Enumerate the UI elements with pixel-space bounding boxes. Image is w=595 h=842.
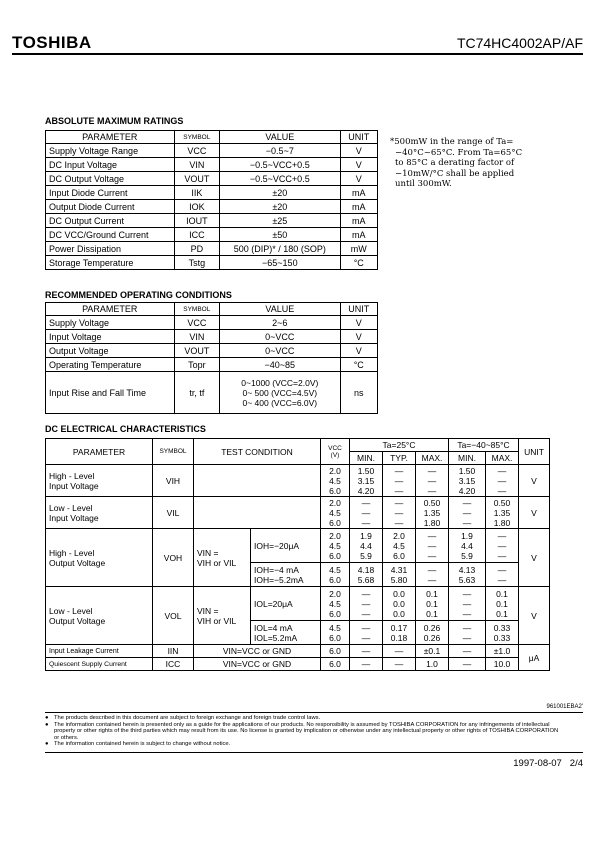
table-row	[46, 228, 378, 242]
sub-cond-cell: IOH=−4 mA IOH=−5.2mA	[251, 563, 321, 587]
param-line: Input Voltage	[49, 512, 99, 523]
part-number: TC74HC4002AP/AF	[456, 35, 583, 51]
value-cell: 0~VCC	[220, 344, 340, 358]
vcc-cell: 4.5 6.0	[321, 621, 350, 645]
dc-table	[45, 438, 550, 671]
param-cell: Storage Temperature	[46, 256, 175, 270]
value-cell: ±25	[220, 214, 340, 228]
abs-max-note	[390, 137, 522, 190]
rec-op-table	[45, 302, 378, 414]
rec-op-title: RECOMMENDED OPERATING CONDITIONS	[45, 290, 232, 300]
col-header: MAX.	[416, 452, 449, 465]
header-rule	[12, 53, 583, 55]
param-line: High - Level	[49, 547, 95, 558]
value-line: 0~1000 (VCC=2.0V)	[241, 377, 319, 388]
unit-cell: V	[519, 529, 550, 587]
symbol-cell: IOK	[174, 200, 220, 214]
col-header: MIN.	[350, 452, 383, 465]
unit-cell: V	[340, 158, 377, 172]
param-cell: Output Voltage	[46, 344, 175, 358]
vcc-cell: 2.0 4.5 6.0	[321, 497, 350, 529]
test-cond-cell: VIN=VCC or GND	[194, 645, 321, 658]
table-row	[46, 158, 378, 172]
unit-cell: V	[340, 144, 377, 158]
min-cell: 4.13 5.63	[449, 563, 486, 587]
abs-max-table	[45, 130, 378, 270]
unit-cell: V	[340, 316, 377, 330]
max-cell: — —	[486, 563, 519, 587]
value-cell: −65~150	[220, 256, 340, 270]
param-cell: Quiescent Supply Current	[46, 658, 153, 671]
param-cell: Supply Voltage	[46, 316, 175, 330]
param-cell: DC VCC/Ground Current	[46, 228, 175, 242]
test-cond-cell	[194, 497, 321, 529]
max-cell: 10.0	[486, 658, 519, 671]
symbol-cell: VOL	[153, 587, 194, 645]
footer-page: 2/4	[569, 758, 583, 769]
table-row	[46, 358, 378, 372]
max-cell: 0.1 0.1 0.1	[416, 587, 449, 621]
symbol-cell: Tstg	[174, 256, 220, 270]
symbol-cell: IIK	[174, 186, 220, 200]
symbol-cell: tr, tf	[174, 372, 220, 414]
param-cell: Input Rise and Fall Time	[46, 372, 175, 414]
test-cond-cell: VIN = VIH or VIL	[194, 529, 251, 587]
param-cell: Supply Voltage Range	[46, 144, 175, 158]
col-header: VALUE	[220, 303, 340, 316]
min-cell: —	[449, 645, 486, 658]
sub-cond-cell: IOH=−20μA	[251, 529, 321, 563]
min-cell: 4.18 5.68	[350, 563, 383, 587]
value-line: 0~ 400 (VCC=6.0V)	[242, 397, 318, 408]
col-header: MAX.	[486, 452, 519, 465]
min-cell: 1.50 3.15 4.20	[449, 465, 486, 497]
symbol-cell: ICC	[153, 658, 194, 671]
symbol-cell: VIN	[174, 330, 220, 344]
param-cell: DC Input Voltage	[46, 158, 175, 172]
sub-cond-cell: IOL=20μA	[251, 587, 321, 621]
unit-cell: V	[340, 330, 377, 344]
col-header: VCC (V)	[321, 439, 350, 465]
vcc-cell: 2.0 4.5 6.0	[321, 587, 350, 621]
value-cell: 500 (DIP)* / 180 (SOP)	[220, 242, 340, 256]
symbol-cell: ICC	[174, 228, 220, 242]
param-line: High - Level	[49, 470, 95, 481]
symbol-cell: VOUT	[174, 344, 220, 358]
disclaimer-text: The products described in this document are subject to foreign exchange and foreign trade control laws.	[54, 715, 321, 721]
unit-cell: °C	[340, 358, 377, 372]
vcc-cell: 2.0 4.5 6.0	[321, 465, 350, 497]
vcc-cell: 4.5 6.0	[321, 563, 350, 587]
value-cell: 0~VCC	[220, 330, 340, 344]
value-cell: ±50	[220, 228, 340, 242]
note-line: −40°C~65°C. From Ta=65°C	[395, 147, 523, 158]
table-row	[46, 330, 378, 344]
vcc-cell: 6.0	[321, 658, 350, 671]
vcc-cell: 2.0 4.5 6.0	[321, 529, 350, 563]
symbol-cell: PD	[174, 242, 220, 256]
max-cell: ±0.1	[416, 645, 449, 658]
max-cell: ±1.0	[486, 645, 519, 658]
table-row	[46, 256, 378, 270]
table-row	[46, 172, 378, 186]
bullet-icon: ●	[45, 715, 49, 721]
max-cell: — — —	[416, 465, 449, 497]
col-header: SYMBOL	[153, 439, 194, 465]
brand-logo: TOSHIBA	[12, 33, 92, 52]
param-cell	[46, 587, 153, 645]
max-cell: — — —	[486, 465, 519, 497]
unit-cell: V	[340, 172, 377, 186]
footer-date-page	[513, 758, 583, 769]
param-cell	[46, 529, 153, 587]
param-cell: Output Diode Current	[46, 200, 175, 214]
disclaimer-item	[45, 722, 560, 742]
col-header: TYP.	[383, 452, 416, 465]
col-header: UNIT	[340, 303, 377, 316]
note-line: until 300mW.	[395, 179, 452, 189]
min-cell: — — —	[350, 587, 383, 621]
note-line: −10mW/°C shall be applied	[395, 168, 515, 179]
col-header: PARAMETER	[46, 439, 153, 465]
table-row	[46, 186, 378, 200]
typ-cell: 0.17 0.18	[383, 621, 416, 645]
unit-cell: mA	[340, 214, 377, 228]
bullet-icon: ●	[45, 741, 49, 748]
test-cond-cell: VIN = VIH or VIL	[194, 587, 251, 645]
param-cell: DC Output Voltage	[46, 172, 175, 186]
disclaimer-item	[45, 741, 560, 748]
col-header: SYMBOL	[174, 303, 220, 316]
min-cell: — — —	[449, 587, 486, 621]
symbol-cell: VOUT	[174, 172, 220, 186]
unit-cell: mW	[340, 242, 377, 256]
disclaimer-text: The information contained herein is presented only as a guide for the applications of our products. No responsibility is assumed by TOSHIBA CORPORATION for any infringements of intellectual property or other rights of the third parties which may result from its use. No license is granted by implication or otherwise under any intellectual property or other rights of TOSHIBA CORPORATION or others.	[54, 721, 559, 741]
param-cell: Input Leakage Current	[46, 645, 153, 658]
symbol-cell: VIH	[153, 465, 194, 497]
col-header: Ta=−40~85°C	[449, 439, 519, 452]
col-header: VALUE	[220, 131, 340, 144]
param-cell: DC Output Current	[46, 214, 175, 228]
symbol-cell: VCC	[174, 144, 220, 158]
symbol-cell: Topr	[174, 358, 220, 372]
test-cond-cell	[194, 465, 321, 497]
value-line: 0~ 500 (VCC=4.5V)	[242, 387, 318, 398]
col-header: PARAMETER	[46, 131, 175, 144]
typ-cell: 0.0 0.0 0.0	[383, 587, 416, 621]
min-cell: —	[350, 645, 383, 658]
disclaimer-block	[45, 715, 560, 748]
typ-cell: — — —	[383, 465, 416, 497]
table-row	[46, 214, 378, 228]
unit-cell: V	[519, 465, 550, 497]
value-cell: ±20	[220, 186, 340, 200]
value-cell: −0.5~VCC+0.5	[220, 158, 340, 172]
symbol-cell: VIL	[153, 497, 194, 529]
min-cell: — —	[449, 621, 486, 645]
table-row	[46, 344, 378, 358]
value-cell: ±20	[220, 200, 340, 214]
max-cell: — — —	[486, 529, 519, 563]
max-cell: — —	[416, 563, 449, 587]
col-header: MIN.	[449, 452, 486, 465]
value-cell: −40~85	[220, 358, 340, 372]
param-cell: Input Voltage	[46, 330, 175, 344]
sub-cond-cell: IOL=4 mA IOL=5.2mA	[251, 621, 321, 645]
symbol-cell: VIN	[174, 158, 220, 172]
col-header: TEST CONDITION	[194, 439, 321, 465]
param-cell: Input Diode Current	[46, 186, 175, 200]
max-cell: 1.0	[416, 658, 449, 671]
table-row	[46, 242, 378, 256]
unit-cell: mA	[340, 186, 377, 200]
min-cell: — —	[350, 621, 383, 645]
col-header: SYMBOL	[174, 131, 220, 144]
min-cell: —	[350, 658, 383, 671]
unit-cell: °C	[340, 256, 377, 270]
unit-cell: mA	[340, 200, 377, 214]
typ-cell: —	[383, 658, 416, 671]
abs-max-title: ABSOLUTE MAXIMUM RATINGS	[45, 116, 184, 126]
footer-date: 1997-08-07	[513, 758, 562, 769]
table-row	[46, 200, 378, 214]
typ-cell: — — —	[383, 497, 416, 529]
unit-cell: V	[340, 344, 377, 358]
unit-cell: mA	[340, 228, 377, 242]
min-cell: — — —	[350, 497, 383, 529]
symbol-cell: VCC	[174, 316, 220, 330]
footer-rule	[45, 712, 583, 713]
param-line: Output Voltage	[49, 615, 106, 626]
param-line: Low - Level	[49, 605, 93, 616]
col-header: UNIT	[340, 131, 377, 144]
value-cell: −0.5~7	[220, 144, 340, 158]
unit-cell: μA	[519, 645, 550, 671]
disclaimer-text: The information contained herein is subject to change without notice.	[54, 741, 231, 748]
unit-cell: V	[519, 587, 550, 645]
min-cell: — — —	[449, 497, 486, 529]
max-cell: 0.33 0.33	[486, 621, 519, 645]
table-row	[46, 144, 378, 158]
doc-code: 961001EBA2'	[546, 704, 583, 710]
typ-cell: 2.0 4.5 6.0	[383, 529, 416, 563]
symbol-cell: IIN	[153, 645, 194, 658]
unit-cell: ns	[340, 372, 377, 414]
col-header: UNIT	[519, 439, 550, 465]
footer-rule-bottom	[45, 752, 583, 753]
param-cell: Operating Temperature	[46, 358, 175, 372]
value-cell: −0.5~VCC+0.5	[220, 172, 340, 186]
test-cond-cell: VIN=VCC or GND	[194, 658, 321, 671]
symbol-cell: VOH	[153, 529, 194, 587]
min-cell: —	[449, 658, 486, 671]
col-header: Ta=25°C	[350, 439, 449, 452]
col-header: PARAMETER	[46, 303, 175, 316]
param-cell	[46, 465, 153, 497]
typ-cell: —	[383, 645, 416, 658]
param-line: Output Voltage	[49, 557, 106, 568]
table-row	[46, 316, 378, 330]
unit-cell: V	[519, 497, 550, 529]
max-cell: 0.26 0.26	[416, 621, 449, 645]
note-line: *500mW in the range of Ta=	[390, 137, 514, 147]
symbol-cell: IOUT	[174, 214, 220, 228]
min-cell: 1.50 3.15 4.20	[350, 465, 383, 497]
disclaimer-item	[45, 715, 560, 722]
param-cell: Power Dissipation	[46, 242, 175, 256]
param-line: Low - Level	[49, 502, 93, 513]
value-cell: 2~6	[220, 316, 340, 330]
max-cell: 0.1 0.1 0.1	[486, 587, 519, 621]
max-cell: 0.50 1.35 1.80	[486, 497, 519, 529]
vcc-cell: 6.0	[321, 645, 350, 658]
bullet-icon: ●	[45, 721, 49, 728]
typ-cell: 4.31 5.80	[383, 563, 416, 587]
max-cell: 0.50 1.35 1.80	[416, 497, 449, 529]
value-cell	[220, 372, 340, 414]
note-line: to 85°C a derating factor of	[395, 158, 515, 168]
min-cell: 1.9 4.4 5.9	[449, 529, 486, 563]
param-cell	[46, 497, 153, 529]
min-cell: 1.9 4.4 5.9	[350, 529, 383, 563]
dc-title: DC ELECTRICAL CHARACTERISTICS	[45, 424, 206, 434]
max-cell: — — —	[416, 529, 449, 563]
param-line: Input Voltage	[49, 480, 99, 491]
